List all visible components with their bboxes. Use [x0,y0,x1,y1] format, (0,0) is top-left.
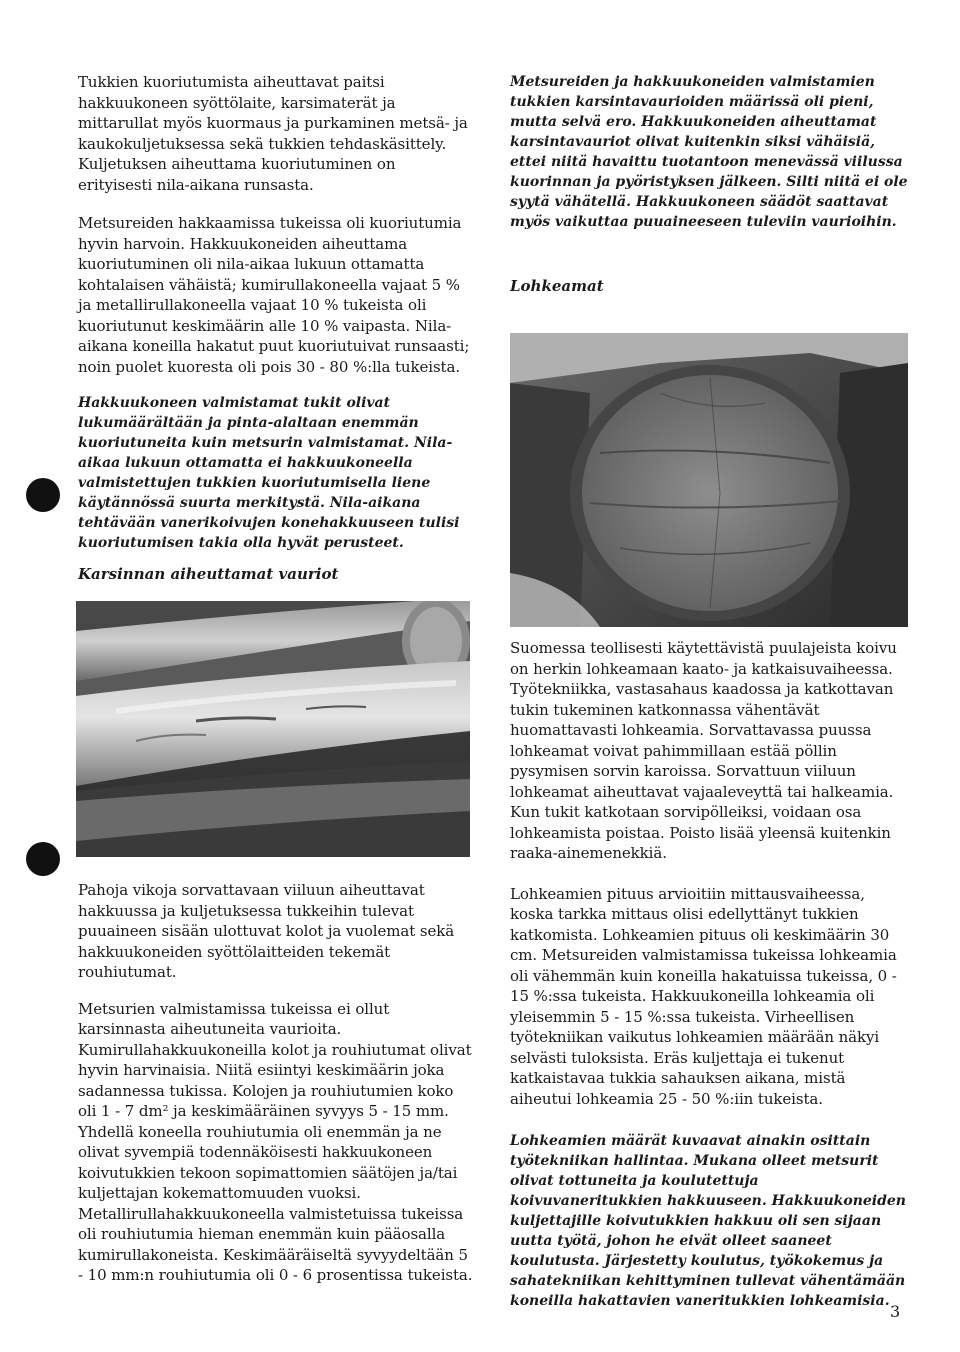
paragraph-lohkeamien-pituus: Lohkeamien pituus arvioitiin mittausvaiheessa, koska tarkka mittaus olisi edellyttänyt tukkien katkomista. Lohkeamien pituus oli keskimäärin 30 cm. Metsureiden valmistamissa tukeissa lohkeamia oli vähemmän kuin koneilla hakatuissa tukeissa, 0 - 15 %:ssa tukeista. Hakkuukoneilla lohkeamia oli yleisemmin 5 - 15 %:ssa tukeista. Virheellisen työtekniikan vaikutus lohkeamien määrään näkyi selvästi tuloksista. Eräs kuljettaja ei tukenut katkaistavaa tukkia sahauksen aikana, mistä aiheutui lohkeamia 25 - 50 %:iin tukeista. [510,884,897,1108]
emphasis-kuoriutuminen-summary: Hakkuukoneen valmistamat tukit olivat lukumäärältään ja pinta-alaltaan enemmän kuoriutuneita kuin metsurin valmistamat. Nila-aikaa lukuun ottamatta ei hakkuukoneella valmistettujen tukkien kuoriutumisella liene käytännössä suurta merkitystä. Nila-aikana tehtävään vanerikoivujen konehakkuuseen tulisi kuoriutumisen takia olla hyvät perusteet. [78,395,460,551]
binder-hole-top [26,478,60,512]
heading-lohkeamat: Lohkeamat [510,277,604,295]
left-column-bottom [78,880,474,1286]
paragraph-pahoja-vikoja: Pahoja vikoja sorvattavaan viiluun aiheuttavat hakkuussa ja kuljetuksessa tukkeihin tulevat puuaineen sisään ulottuvat kolot ja vuolemat sekä hakkuukoneiden syöttölaitteiden tekemät rouhiutumat. [78,881,455,981]
photo-log-end-split [510,333,908,627]
emphasis-lohkeamat-summary: Lohkeamien määrät kuvaavat ainakin osittain työtekniikan hallintaa. Mukana olleet metsurit olivat tottuneita ja koulutettuja koivuvaneritukkien hakkuuseen. Hakkuukoneiden kuljettajille koivutukkien hakkuu oli sen sijaan uutta työtä, johon he eivät olleet saaneet koulutusta. Järjestetty koulutus, työkokemus ja sahatekniikan kehittyminen tullevat vähentämään koneilla hakattavien vaneritukkien lohkeamisia. [510,1133,906,1309]
paragraph-koivu-lohkeaminen: Suomessa teollisesti käytettävistä puulajeista koivu on herkin lohkeamaan kaato- ja katkaisuvaiheessa. Työtekniikka, vastasahaus kaadossa ja katkottavan tukin tukeminen katkonnassa vähentävät huomattavasti lohkeamia. Sorvattavassa puussa lohkeamat voivat pahimmillaan estää pöllin pysymisen sorvin karoissa. Sorvattuun viiluun lohkeamat aiheuttavat vajaaleveyttä tai halkeamia. Kun tukit katkotaan sorvipölleiksi, voidaan osa lohkeamista poistaa. Poisto lisää yleensä kuitenkin raaka-ainemenekkiä. [510,639,897,862]
binder-hole-bottom [26,842,60,876]
left-column-top [78,72,474,553]
page-number: 3 [890,1302,901,1321]
photo-log-pile [76,601,470,857]
emphasis-karsintavauriot-summary: Metsureiden ja hakkuukoneiden valmistamien tukkien karsintavaurioiden määrissä oli pieni, mutta selvä ero. Hakkuukoneiden aiheuttamat karsintavauriot olivat kuitenkin siksi vähäisiä, ettei niitä havaittu tuotantoon menevässä viilussa kuorinnan ja pyöristyksen jälkeen. Silti niitä ei ole syytä vähätellä. Hakkuukoneen säädöt saattavat myös vaikuttaa puuaineeseen tuleviin vaurioihin. [510,74,908,230]
heading-karsinnan-vauriot: Karsinnan aiheuttamat vauriot [78,565,339,583]
paragraph-metsurit-kuoriutumia: Metsureiden hakkaamissa tukeissa oli kuoriutumia hyvin harvoin. Hakkuukoneiden aiheuttama kuoriutuminen oli nila-aikaa lukuun ottamatta kohtalaisen vähäistä; kumirullakoneella vajaat 5 % ja metallirullakoneella vajaat 10 % tukeista oli kuoriutunut keskimäärin alle 10 % vaipasta. Nila-aikana koneilla hakatut puut kuoriutuivat runsaasti; noin puolet kuoresta oli pois 30 - 80 %:lla tukeista. [78,214,470,376]
right-column-top [510,72,908,232]
paragraph-metsurien-karsinta: Metsurien valmistamissa tukeissa ei ollut karsinnasta aiheutuneita vaurioita. Kumirullahakkuukoneilla kolot ja rouhiutumat olivat hyvin harvinaisia. Niitä esiintyi keskimäärin joka sadannessa tukissa. Kolojen ja rouhiutumien koko oli 1 - 7 dm² ja keskimääräinen syvyys 5 - 15 mm. Yhdellä koneella rouhiutumia oli enemmän ja ne olivat syvempiä todennäköisesti hakkuukoneen koivutukkien tekoon sopimattomien säätöjen ja/tai kuljettajan kokemattomuuden vuoksi. Metallirullahakkuukoneella valmistetuissa tukeissa oli rouhiutumia hieman enemmän kuin pääosalla kumirullakoneista. Keskimääräiseltä syvyydeltään 5 - 10 mm:n rouhiutumia oli 0 - 6 prosentissa tukeista. [78,999,473,1284]
right-column-bottom [510,638,908,1311]
paragraph-kuoriutuminen-syyt: Tukkien kuoriutumista aiheuttavat paitsi hakkuukoneen syöttölaite, karsimaterät ja mittarullat myös kuormaus ja purkaminen metsä- ja kaukokuljetuksessa sekä tukkien tehdaskäsittely. Kuljetuksen aiheuttama kuoriutuminen on erityisesti nila-aikana runsasta. [78,73,468,194]
